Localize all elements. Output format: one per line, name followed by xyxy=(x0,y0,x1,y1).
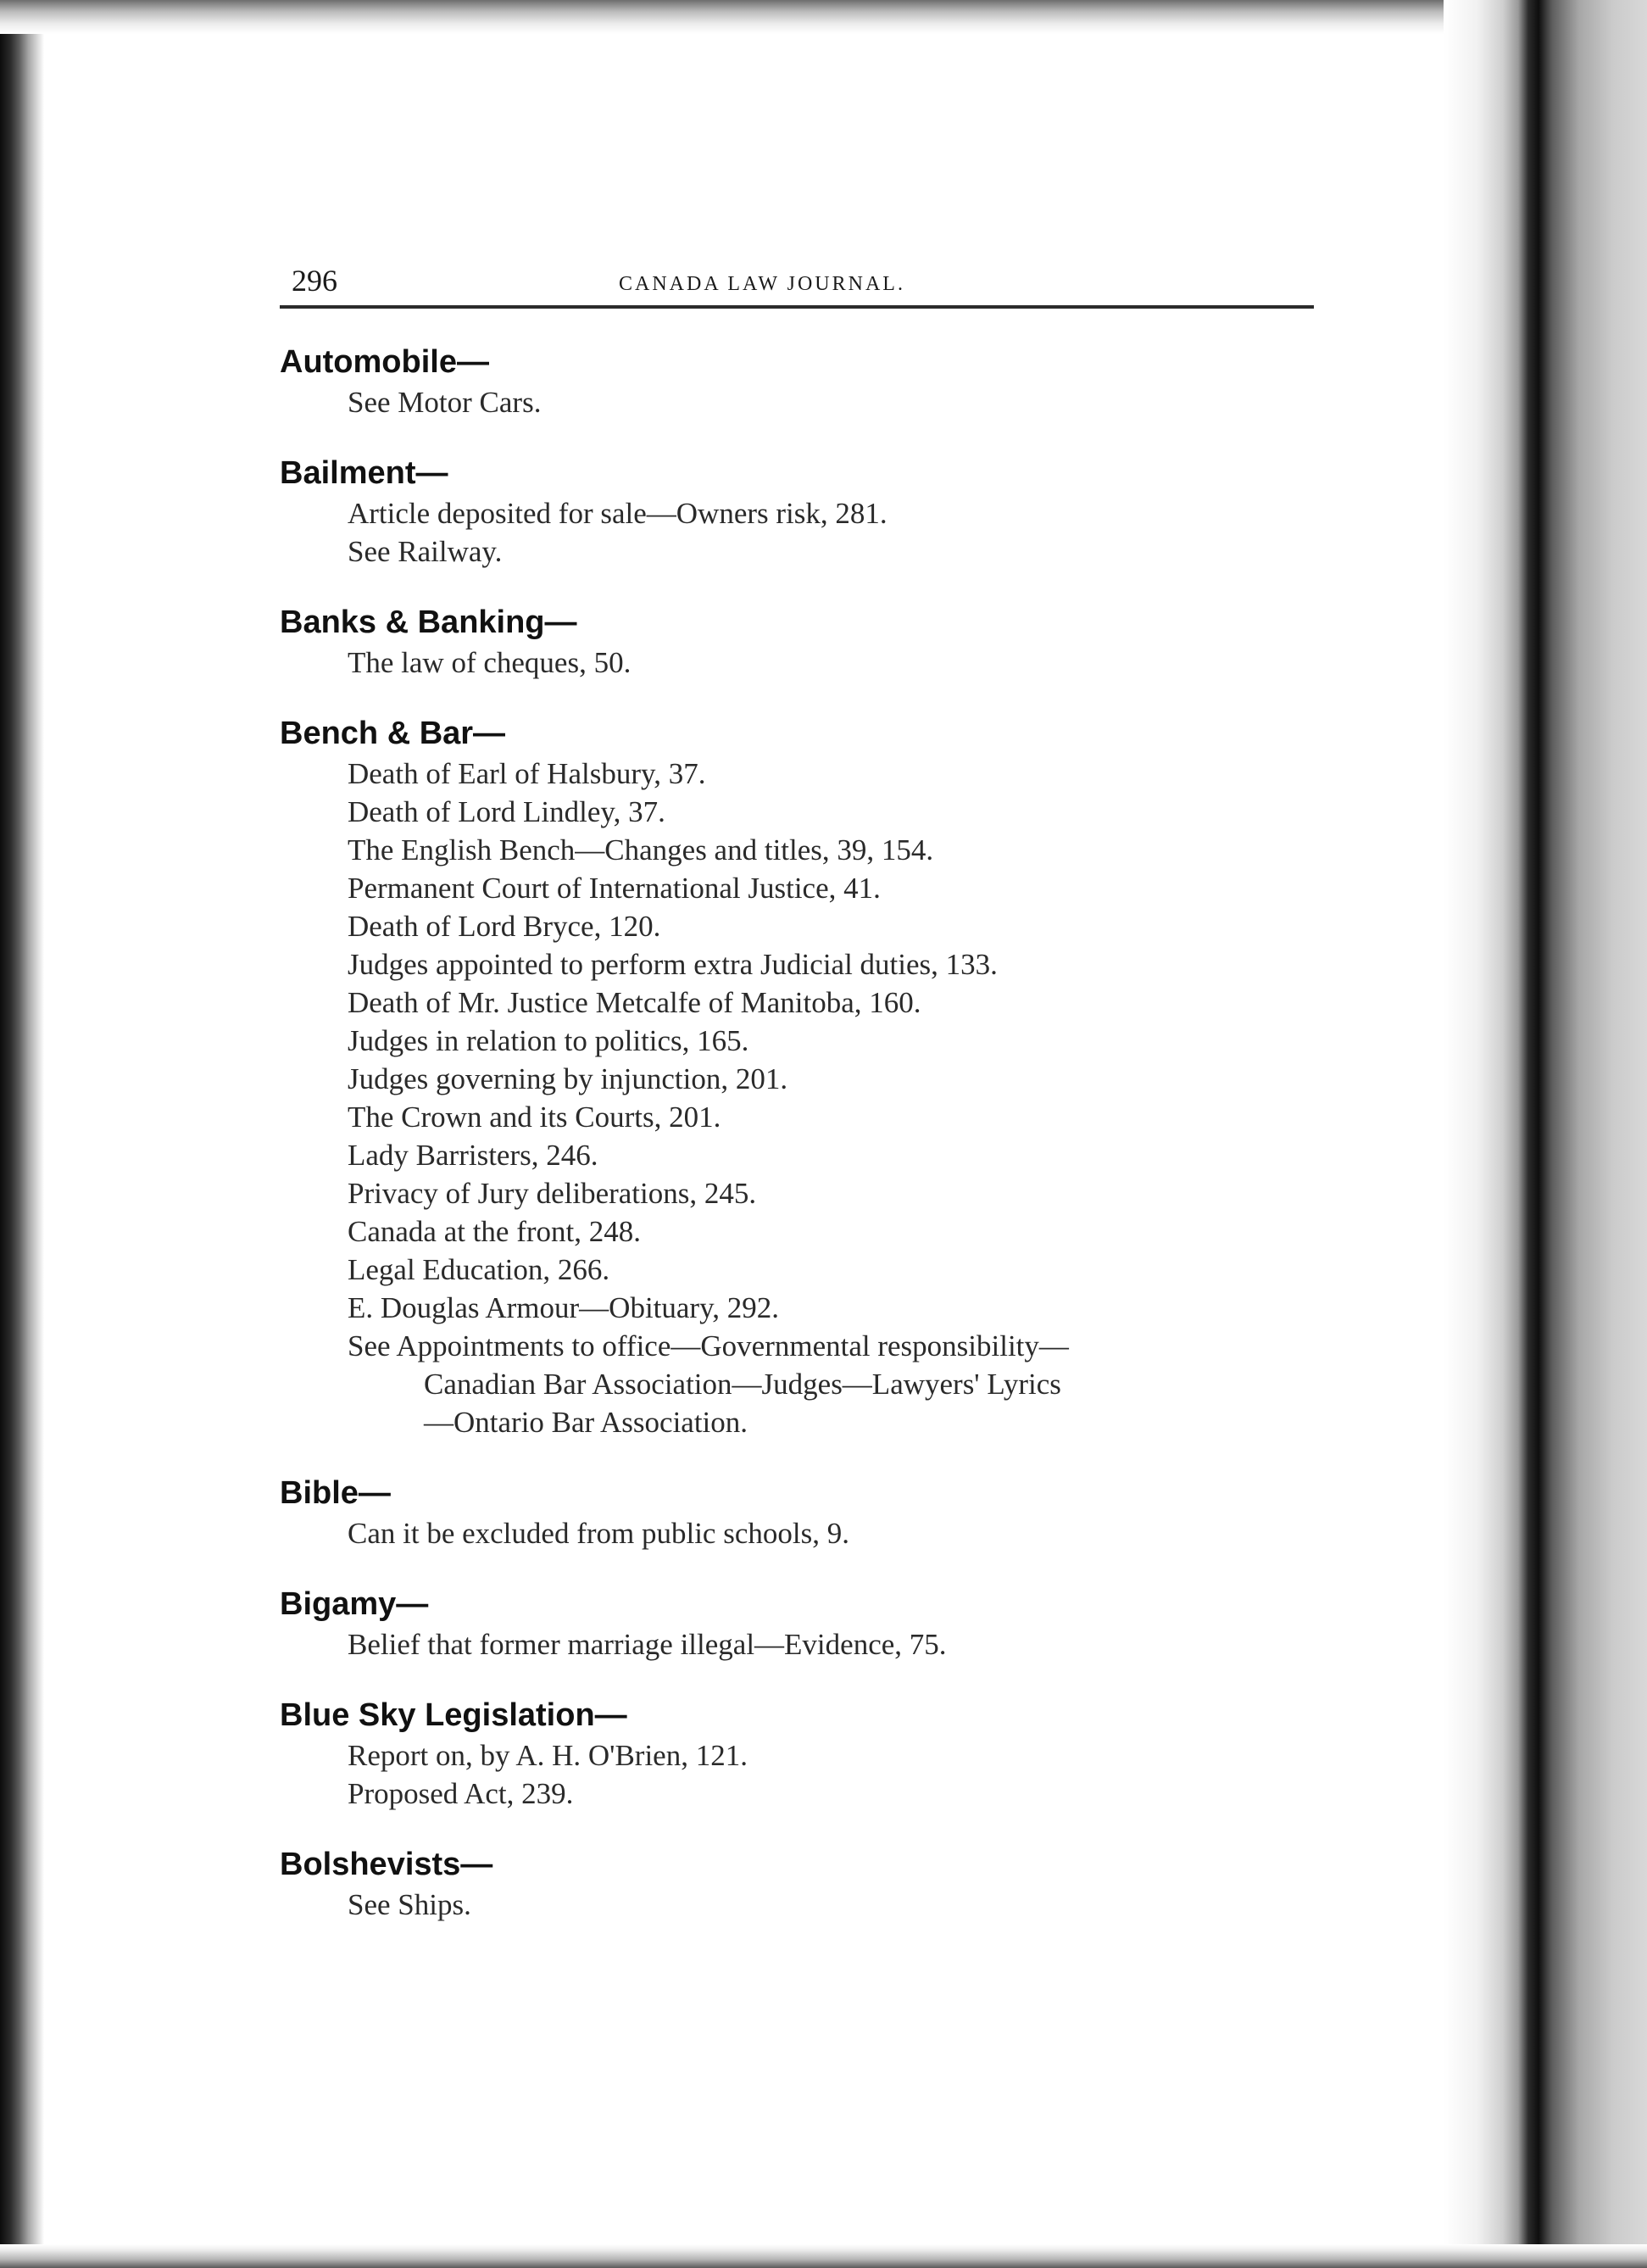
entry-line: Judges appointed to perform extra Judicial duties, 133. xyxy=(348,948,998,981)
index-entry-bench-bar xyxy=(280,712,1314,1441)
entry-heading: Bench & Bar— xyxy=(280,716,506,751)
entry-line: Lady Barristers, 246. xyxy=(348,1139,598,1172)
entry-heading: Banks & Banking— xyxy=(280,605,577,640)
entry-line: The Crown and its Courts, 201. xyxy=(348,1101,721,1134)
entry-line: Article deposited for sale—Owners risk, 281. xyxy=(348,497,887,530)
entry-line: The law of cheques, 50. xyxy=(348,646,632,679)
scan-bottom-edge xyxy=(0,2244,1647,2268)
entry-line: E. Douglas Armour—Obituary, 292. xyxy=(348,1291,780,1324)
entry-line: Privacy of Jury deliberations, 245. xyxy=(348,1177,757,1210)
entry-line: Judges in relation to politics, 165. xyxy=(348,1024,749,1057)
index-entry-banks-banking xyxy=(280,601,1314,682)
entry-line: See Appointments to office—Governmental responsibility— xyxy=(348,1329,1069,1362)
entry-line: See Motor Cars. xyxy=(348,386,542,419)
entry-line: Proposed Act, 239. xyxy=(348,1777,574,1810)
entry-heading: Blue Sky Legislation— xyxy=(280,1697,627,1733)
entry-heading: Bible— xyxy=(280,1475,391,1511)
entry-heading: Bailment— xyxy=(280,455,448,491)
entry-line-continuation: —Ontario Bar Association. xyxy=(424,1406,748,1439)
entry-line: Death of Mr. Justice Metcalfe of Manitoba, 160. xyxy=(348,986,921,1019)
index-entry-bailment xyxy=(280,452,1314,571)
index-entry-automobile xyxy=(280,341,1314,421)
scan-top-edge xyxy=(0,0,1647,34)
index-entries xyxy=(280,341,1314,1924)
running-head xyxy=(280,254,1314,309)
entry-line: Judges governing by injunction, 201. xyxy=(348,1062,788,1095)
entry-line: Can it be excluded from public schools, 9. xyxy=(348,1517,849,1550)
entry-line: Permanent Court of International Justice, 41. xyxy=(348,872,881,905)
entry-line: The English Bench—Changes and titles, 39, 154. xyxy=(348,833,934,867)
index-entry-bolshevists xyxy=(280,1843,1314,1924)
entry-line: See Railway. xyxy=(348,535,503,568)
entry-heading: Bolshevists— xyxy=(280,1847,493,1882)
entry-line: Death of Earl of Halsbury, 37. xyxy=(348,757,706,790)
index-entry-bigamy xyxy=(280,1583,1314,1663)
scan-left-edge xyxy=(0,0,44,2268)
scan-right-binding-shadow xyxy=(1444,0,1647,2268)
entry-line: Report on, by A. H. O'Brien, 121. xyxy=(348,1739,748,1772)
entry-line: Belief that former marriage illegal—Evidence, 75. xyxy=(348,1628,947,1661)
entry-line: See Ships. xyxy=(348,1888,471,1921)
entry-line-continuation: Canadian Bar Association—Judges—Lawyers' Lyrics xyxy=(424,1368,1061,1401)
journal-title: CANADA LAW JOURNAL. xyxy=(619,273,905,295)
entry-line: Legal Education, 266. xyxy=(348,1253,610,1286)
entry-line: Canada at the front, 248. xyxy=(348,1215,642,1248)
entry-line: Death of Lord Lindley, 37. xyxy=(348,795,665,828)
index-entry-bible xyxy=(280,1472,1314,1552)
document-page xyxy=(280,254,1314,1954)
index-entry-blue-sky-legislation xyxy=(280,1694,1314,1813)
page-number: 296 xyxy=(292,264,337,298)
entry-heading: Automobile— xyxy=(280,344,489,380)
entry-heading: Bigamy— xyxy=(280,1586,429,1622)
entry-line: Death of Lord Bryce, 120. xyxy=(348,910,661,943)
